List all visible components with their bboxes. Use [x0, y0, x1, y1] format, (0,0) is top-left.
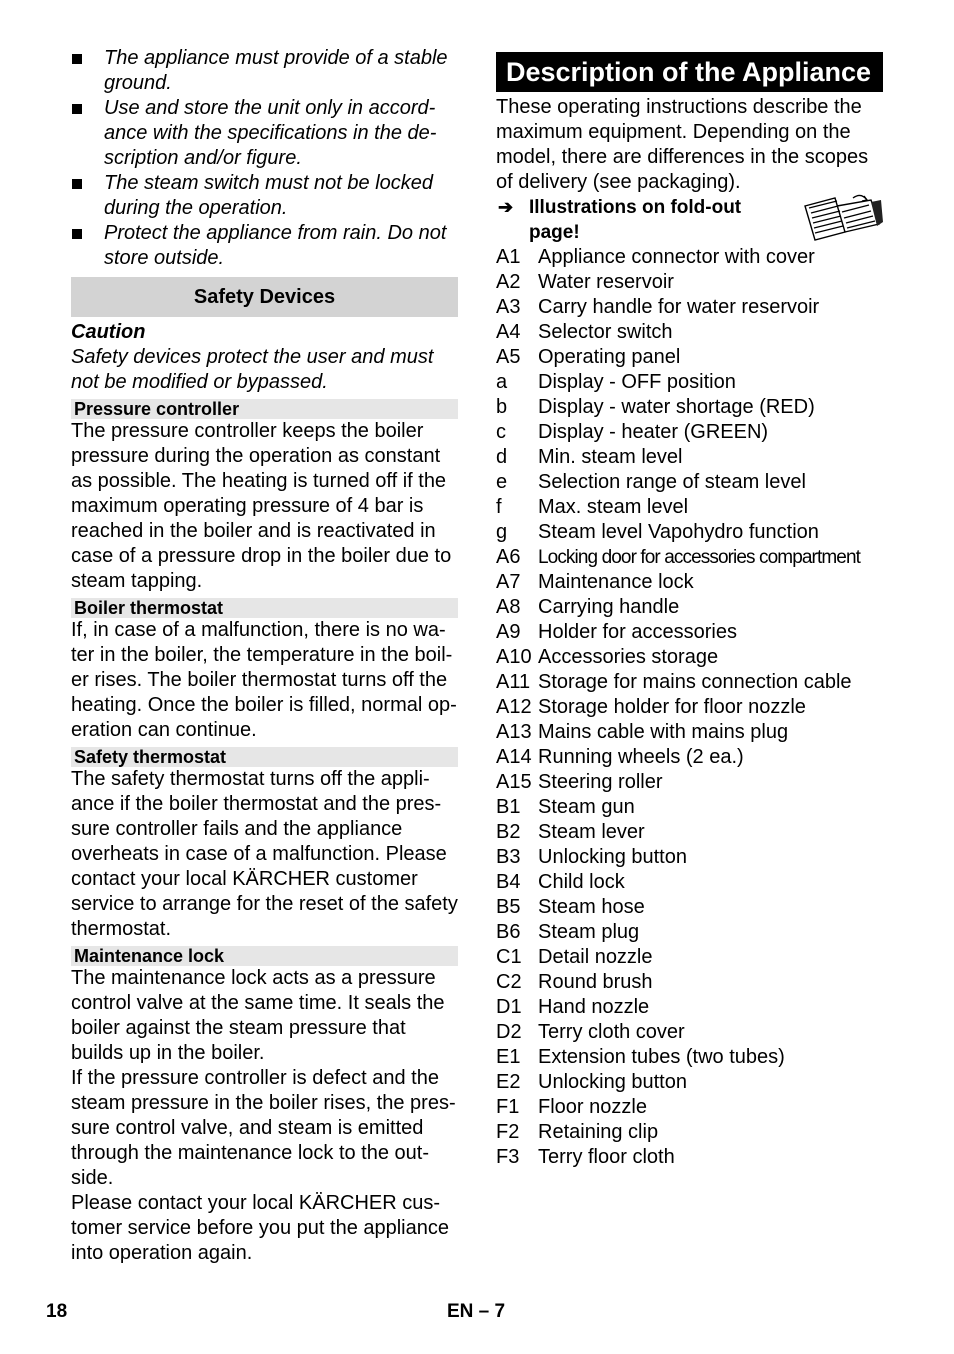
text-line: side. — [71, 1167, 114, 1189]
text-line: Please contact your local KÄRCHER cus- — [71, 1192, 441, 1214]
part-code: A1 — [496, 246, 521, 268]
text-line: tomer service before you put the appliance — [71, 1217, 449, 1239]
part-label: Steam plug — [538, 921, 640, 943]
part-code: A14 — [496, 746, 532, 768]
part-code: F2 — [496, 1121, 520, 1143]
section-title-bar — [496, 52, 883, 92]
bullet-line: The steam switch must not be locked — [104, 172, 434, 194]
part-label: Mains cable with mains plug — [538, 721, 789, 743]
part-code: D1 — [496, 996, 522, 1018]
subsection-heading: Boiler thermostat — [71, 598, 458, 618]
part-item — [496, 920, 896, 945]
safety-bullet-list — [71, 46, 461, 271]
part-item — [496, 1045, 896, 1070]
safety-sections — [71, 399, 461, 1266]
part-label: Accessories storage — [538, 646, 719, 668]
part-label: Selector switch — [538, 321, 673, 343]
text-line: steam pressure in the boiler rises, the pres- — [71, 1092, 456, 1114]
part-label: Holder for accessories — [538, 621, 737, 643]
page-number: 18 — [46, 1301, 68, 1322]
part-label: Water reservoir — [538, 271, 674, 293]
bullet-item — [71, 46, 461, 96]
part-code: C2 — [496, 971, 522, 993]
part-label: Unlocking button — [538, 1071, 687, 1093]
part-code: f — [496, 496, 502, 518]
text-line: sure control valve, and steam is emitted — [71, 1117, 424, 1139]
part-item — [496, 795, 896, 820]
part-item — [496, 320, 896, 345]
bullet-item — [71, 221, 461, 271]
part-label: Display - OFF position — [538, 371, 736, 393]
part-label: Steam lever — [538, 821, 645, 843]
bullet-line: scription and/or figure. — [104, 147, 302, 169]
part-item — [496, 470, 896, 495]
bullet-line: ground. — [104, 72, 172, 94]
left-column — [71, 46, 461, 1266]
part-code: E2 — [496, 1071, 521, 1093]
text-line: The maintenance lock acts as a pressure — [71, 967, 436, 989]
part-item — [496, 1145, 896, 1170]
part-item — [496, 445, 896, 470]
part-label: Display - heater (GREEN) — [538, 421, 769, 443]
fold-out-line: Illustrations on fold-out — [529, 197, 742, 218]
part-code: B1 — [496, 796, 521, 818]
part-code: B6 — [496, 921, 521, 943]
part-code: A3 — [496, 296, 521, 318]
part-code: g — [496, 521, 508, 543]
part-label: Steam level Vapohydro function — [538, 521, 819, 543]
part-item — [496, 995, 896, 1020]
part-label: Steering roller — [538, 771, 663, 793]
caution-text — [71, 345, 461, 395]
part-code: A10 — [496, 646, 532, 668]
part-code: B3 — [496, 846, 521, 868]
part-label: Storage for mains connection cable — [538, 671, 852, 693]
text-line: If the pressure controller is defect and the — [71, 1067, 439, 1089]
bullet-item — [71, 96, 461, 171]
arrow-right-icon: ➔ — [498, 197, 514, 217]
part-code: F3 — [496, 1146, 520, 1168]
text-line: steam tapping. — [71, 570, 203, 592]
part-code: A9 — [496, 621, 521, 643]
bullet-line: Use and store the unit only in accord- — [104, 97, 436, 119]
part-label: Running wheels (2 ea.) — [538, 746, 744, 768]
part-label: Max. steam level — [538, 496, 689, 518]
part-label: Display - water shortage (RED) — [538, 396, 815, 418]
part-label: Steam hose — [538, 896, 645, 918]
fold-out-text — [529, 195, 779, 245]
part-label: Extension tubes (two tubes) — [538, 1046, 785, 1068]
intro-paragraph — [496, 95, 896, 195]
part-label: Hand nozzle — [538, 996, 650, 1018]
intro-line: of delivery (see packaging). — [496, 171, 741, 193]
part-item — [496, 970, 896, 995]
intro-line: These operating instructions describe the — [496, 96, 862, 118]
square-bullet-icon — [72, 54, 82, 64]
part-label: Operating panel — [538, 346, 681, 368]
caution-title: Caution — [71, 321, 146, 343]
part-item — [496, 1070, 896, 1095]
square-bullet-icon — [72, 179, 82, 189]
part-label: Terry cloth cover — [538, 1021, 685, 1043]
part-item — [496, 420, 896, 445]
text-line: builds up in the boiler. — [71, 1042, 265, 1064]
open-book-icon — [801, 192, 885, 244]
parts-list — [496, 245, 896, 1170]
part-label: Storage holder for floor nozzle — [538, 696, 806, 718]
part-item — [496, 870, 896, 895]
part-code: B5 — [496, 896, 521, 918]
text-line: The pressure controller keeps the boiler — [71, 420, 424, 442]
part-code: F1 — [496, 1096, 520, 1118]
safety-devices-heading-text: Safety Devices — [193, 285, 336, 308]
part-code: A4 — [496, 321, 521, 343]
subsection-heading: Maintenance lock — [71, 946, 458, 966]
part-item — [496, 570, 896, 595]
text-line: service to arrange for the reset of the safety — [71, 893, 458, 915]
language-page-label: EN – 7 — [447, 1301, 506, 1322]
part-code: A12 — [496, 696, 532, 718]
text-line: contact your local KÄRCHER customer — [71, 868, 418, 890]
caution-line: Safety devices protect the user and must — [71, 346, 434, 368]
part-item — [496, 495, 896, 520]
part-item — [496, 945, 896, 970]
part-label: Maintenance lock — [538, 571, 694, 593]
text-line: control valve at the same time. It seals the — [71, 992, 445, 1014]
part-code: A2 — [496, 271, 521, 293]
part-code: d — [496, 446, 508, 468]
bullet-line: The appliance must provide of a stable — [104, 47, 448, 69]
part-item — [496, 1095, 896, 1120]
part-code: b — [496, 396, 508, 418]
part-item — [496, 395, 896, 420]
part-item — [496, 845, 896, 870]
part-code: c — [496, 421, 506, 443]
text-line: boiler against the steam pressure that — [71, 1017, 406, 1039]
part-item — [496, 645, 896, 670]
part-label: Unlocking button — [538, 846, 687, 868]
part-item — [496, 1120, 896, 1145]
part-code: A8 — [496, 596, 521, 618]
part-code: a — [496, 371, 508, 393]
text-line: pressure during the operation as constant — [71, 445, 441, 467]
part-item — [496, 245, 896, 270]
part-item — [496, 745, 896, 770]
subsection-text — [71, 966, 461, 1266]
part-item — [496, 720, 896, 745]
text-line: through the maintenance lock to the out- — [71, 1142, 430, 1164]
part-label: Selection range of steam level — [538, 471, 806, 493]
part-item — [496, 1020, 896, 1045]
text-line: The safety thermostat turns off the appli- — [71, 768, 430, 790]
part-item — [496, 820, 896, 845]
part-code: B2 — [496, 821, 521, 843]
part-item — [496, 345, 896, 370]
bullet-line: during the operation. — [104, 197, 288, 219]
part-code: A7 — [496, 571, 521, 593]
bullet-line: store outside. — [104, 247, 225, 269]
subsection-heading: Pressure controller — [71, 399, 458, 419]
part-label: Steam gun — [538, 796, 635, 818]
text-line: reached in the boiler and is reactivated in — [71, 520, 436, 542]
text-line: overheats in case of a malfunction. Please — [71, 843, 447, 865]
bullet-item — [71, 171, 461, 221]
part-label: Floor nozzle — [538, 1096, 647, 1118]
square-bullet-icon — [72, 104, 82, 114]
safety-devices-heading — [71, 277, 458, 317]
section-title: Description of the Appliance — [506, 57, 872, 87]
text-line: If, in case of a malfunction, there is no wa- — [71, 619, 446, 641]
part-item — [496, 670, 896, 695]
part-item — [496, 770, 896, 795]
part-code: C1 — [496, 946, 522, 968]
part-item — [496, 520, 896, 545]
caution-line: not be modified or bypassed. — [71, 371, 328, 393]
text-line: ter in the boiler, the temperature in the boil- — [71, 644, 453, 666]
fold-out-note — [496, 195, 896, 245]
text-line: heating. Once the boiler is filled, normal op- — [71, 694, 457, 716]
part-item — [496, 695, 896, 720]
bullet-line: ance with the specifications in the de- — [104, 122, 437, 144]
part-code: A15 — [496, 771, 532, 793]
bullet-line: Protect the appliance from rain. Do not — [104, 222, 447, 244]
part-label: Terry floor cloth — [538, 1146, 675, 1168]
part-label: Min. steam level — [538, 446, 683, 468]
text-line: eration can continue. — [71, 719, 257, 741]
part-label: Retaining clip — [538, 1121, 659, 1143]
text-line: ance if the boiler thermostat and the pres- — [71, 793, 442, 815]
part-label: Detail nozzle — [538, 946, 653, 968]
text-line: into operation again. — [71, 1242, 253, 1264]
part-label: Carry handle for water reservoir — [538, 296, 820, 318]
part-code: A11 — [496, 671, 531, 693]
intro-line: maximum equipment. Depending on the — [496, 121, 851, 143]
part-code: E1 — [496, 1046, 521, 1068]
text-line: er rises. The boiler thermostat turns off the — [71, 669, 448, 691]
part-code: A6 — [496, 546, 521, 568]
text-line: sure controller fails and the appliance — [71, 818, 403, 840]
right-column — [496, 52, 896, 1170]
text-line: maximum operating pressure of 4 bar is — [71, 495, 424, 517]
text-line: case of a pressure drop in the boiler due to — [71, 545, 452, 567]
part-item — [496, 545, 896, 570]
part-label: Locking door for accessories compartment — [538, 547, 860, 568]
part-item — [496, 270, 896, 295]
text-line: thermostat. — [71, 918, 172, 940]
part-item — [496, 895, 896, 920]
subsection-text — [71, 767, 461, 942]
part-label: Carrying handle — [538, 596, 680, 618]
part-label: Appliance connector with cover — [538, 246, 815, 268]
part-item — [496, 595, 896, 620]
part-code: e — [496, 471, 508, 493]
text-line: as possible. The heating is turned off if the — [71, 470, 447, 492]
part-code: B4 — [496, 871, 521, 893]
part-item — [496, 620, 896, 645]
part-label: Round brush — [538, 971, 653, 993]
part-item — [496, 295, 896, 320]
part-code: A13 — [496, 721, 532, 743]
part-label: Child lock — [538, 871, 625, 893]
part-code: A5 — [496, 346, 521, 368]
subsection-heading: Safety thermostat — [71, 747, 458, 767]
subsection-text — [71, 419, 461, 594]
part-item — [496, 370, 896, 395]
square-bullet-icon — [72, 229, 82, 239]
fold-out-line: page! — [529, 222, 580, 243]
intro-line: model, there are differences in the scopes — [496, 146, 869, 168]
part-code: D2 — [496, 1021, 522, 1043]
subsection-text — [71, 618, 461, 743]
